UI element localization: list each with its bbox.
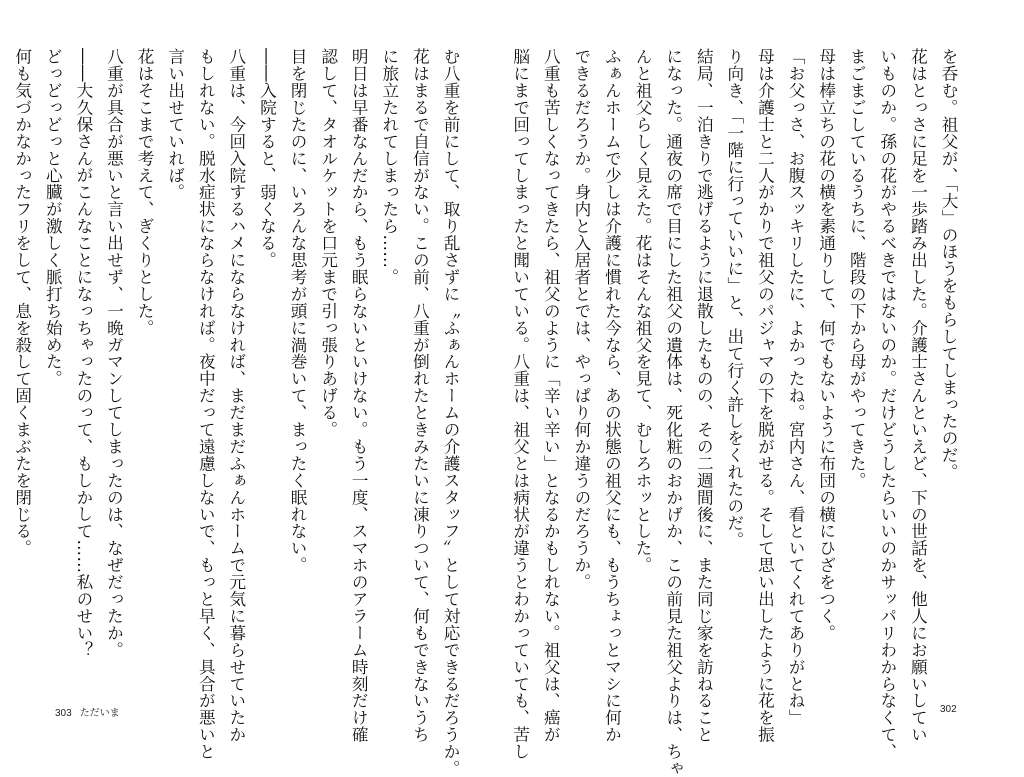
text-line: 「お父っさ、お腹スッキリしたに、よかったね。宮内さん、看といてくれてありがとね」 — [786, 48, 806, 726]
text-line: 言い出せていれば。 — [165, 48, 185, 201]
text-line: まごまごしているうちに、階段の下から母がやってきた。 — [847, 48, 867, 489]
text-line: できるだろうか。身内と入居者とでは、やっぱり何か違うのだろうか。 — [571, 48, 591, 591]
page-number: 302 — [940, 704, 957, 715]
text-line: 花はとっさに足を一歩踏み出した。介護士さんといえど、下の世話を、他人にお願いしてい — [908, 48, 928, 743]
text-line: 花はまるで自信がない。この前、八重が倒れたときみたいに凍りついて、何もできないうち — [410, 48, 430, 743]
text-line: 何も気づかなかったフリをして、息を殺して固くまぶたを閉じる。 — [12, 48, 32, 557]
text-line: 結局、一泊きりで逃げるように退散したものの、その二週間後に、また同じ家を訪ねること — [694, 48, 714, 743]
text-line: 目を閉じたのに、いろんな思考が頭に渦巻いて、まったく眠れない。 — [288, 48, 308, 574]
running-title: ただいま — [79, 708, 120, 719]
right-page-footer — [940, 704, 965, 715]
text-line: む八重を前にして、取り乱さずに〝ふぁんホームの介護スタッフ〟として対応できるだろうか。 — [441, 48, 460, 777]
text-line: どっどっどっと心臓が激しく脈打ち始めた。 — [43, 48, 63, 387]
text-line: 八重は、今回入院するハメにならなければ、まだまだふぁんホームで元気に暮らせていたか — [226, 48, 246, 743]
text-line: いものか。孫の花がやるべきではないのか。だけどうしたらいいのかサッパリわからなくて、 — [877, 48, 897, 760]
text-line: になった。通夜の席で目にした祖父の遺体は、死化粧のおかげか、この前見た祖父よりは、ちゃ — [663, 48, 683, 777]
text-line: 明日は早番なんだから、もう眠らないといけない。もう一度、スマホのアラーム時刻だけ確 — [349, 48, 369, 743]
text-line: もしれない。脱水症状にならなければ。夜中だって遠慮しないで、もっと早く、具合が悪いと — [196, 48, 216, 760]
text-line: ふぁんホームで少しは介護に慣れた今なら、あの状態の祖父にも、もうちょっとマシに何か — [602, 48, 622, 743]
text-line: んと祖父らしく見えた。花はそんな祖父を見て、むしろホッとした。 — [633, 48, 653, 574]
text-line: 脳にまで回ってしまったと聞いている。八重は、祖父とは病状が違うとわかっていても、苦し — [510, 48, 530, 760]
text-line: 八重が具合が悪いと言い出せず、一晩ガマンしてしまったのは、なぜだったか。 — [104, 48, 124, 659]
text-line: ――入院すると、弱くなる。 — [257, 48, 277, 269]
left-page-footer — [55, 704, 128, 719]
text-line: に旅立たれてしまったら……。 — [379, 48, 399, 286]
text-line: 母は棒立ちの花の横を素通りして、何でもないように布団の横にひざをつく。 — [816, 48, 836, 642]
text-line: ――大久保さんがこんなことになっちゃったのって、もしかして……私のせい？ — [73, 48, 93, 659]
text-line: り向き、「一階に行っていいに」と、出て行く許しをくれたのだ。 — [724, 48, 744, 549]
text-line: を呑む。祖父が、「大」のほうをもらしてしまったのだ。 — [939, 48, 958, 481]
text-line: 母は介護士と二人がかりで祖父のパジャマの下を脱がせる。そして思い出したように花を振 — [755, 48, 775, 743]
text-line: 花はそこまで考えて、ぎくりとした。 — [135, 48, 155, 337]
text-line: 認して、タオルケットを口元まで引っ張りあげる。 — [318, 48, 338, 438]
text-line: 八重も苦しくなってきたら、祖父のように「辛い辛い」となるかもしれない。祖父は、癌が — [541, 48, 561, 743]
page-number: 303 — [55, 708, 72, 719]
